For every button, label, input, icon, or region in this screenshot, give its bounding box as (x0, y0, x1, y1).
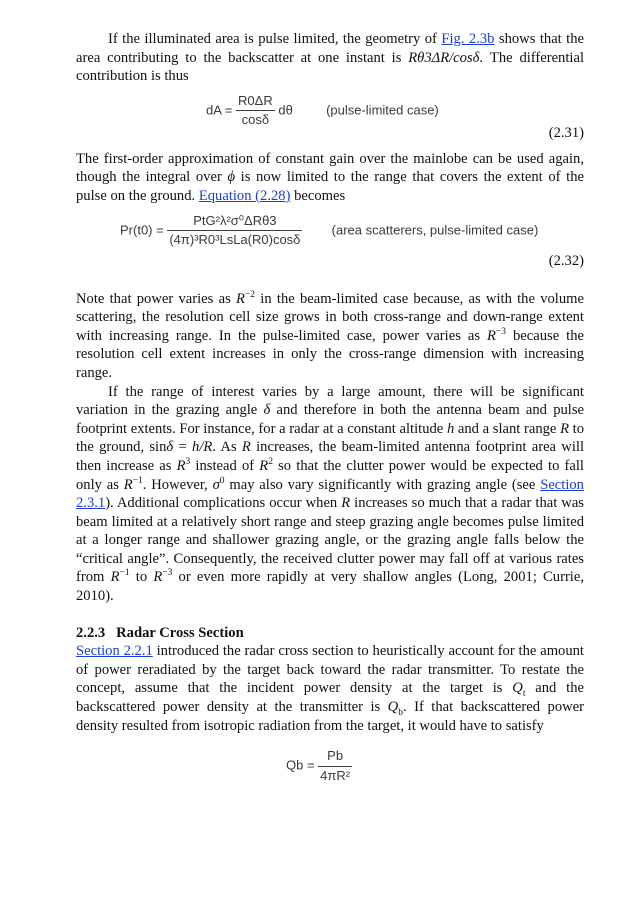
equation-note: (area scatterers, pulse-limited case) (331, 222, 539, 238)
fraction-denominator: cosδ (241, 112, 270, 128)
superscript: 0 (219, 475, 225, 486)
text: to the ground, sin (76, 420, 584, 456)
text: may also vary significantly with grazing angle (see (224, 476, 541, 493)
paragraph-power-varies (76, 290, 584, 383)
math-symbol: δ (166, 439, 174, 456)
fraction-denominator: (4π)³R0³LsLa(R0)cosδ (169, 232, 301, 248)
math-symbol: R (560, 420, 569, 437)
text: or even more rapidly at very shallow angles (Long, 2001; Currie, 2010). (76, 569, 584, 605)
math-symbol: R (153, 569, 163, 586)
superscript: −1 (132, 475, 143, 486)
equation-lhs: Qb = (286, 757, 315, 773)
text: becomes (290, 187, 346, 204)
equation-number: (2.32) (548, 252, 584, 269)
text: to (129, 569, 154, 586)
fraction-numerator: PtG²λ²σ⁰ΔRθ3 (167, 212, 302, 232)
math-symbol: R (110, 569, 120, 586)
text: and therefore in both the antenna beam and pulse footprint extents. For instance, for a radar at a constant altitude (76, 402, 584, 437)
text: . The differential contribution is thus (76, 49, 584, 85)
math-symbol: R (241, 439, 251, 456)
text: so that the clutter power would be expected to fall only as (76, 457, 584, 493)
text: instead of (190, 457, 260, 474)
link-section-2-3-1[interactable]: Section 2.3.1 (76, 476, 584, 512)
math-symbol: σ (212, 476, 220, 493)
equation-2-32 (76, 206, 584, 284)
superscript: −3 (495, 326, 507, 337)
text: in the beam-limited case because, as with the volume scattering, the resolution cell size grows in both cross-range and down-range extent with increasing range. In the pulse-limited case, power varies as (76, 290, 584, 344)
subscript: b (398, 707, 403, 718)
text: because the resolution cell extent increases in only the cross-range dimension with increasing range. (76, 327, 585, 381)
equation-fraction (167, 212, 302, 250)
math-symbol: h (446, 420, 455, 437)
text: The first-order approximation of constant gain over the mainlobe can be used again, though the integral over (76, 150, 584, 186)
superscript: 3 (185, 457, 191, 468)
superscript: −3 (162, 568, 173, 579)
text: . If that backscattered power density resulted from isotropic radiation from the target, it would have to satisfy (76, 699, 584, 734)
math-symbol: h/R (192, 439, 213, 456)
paragraph-pulse-limited (76, 30, 584, 86)
equation-lhs: dA = (206, 102, 233, 118)
equation-qb (76, 735, 584, 795)
math-symbol: R (341, 495, 351, 512)
math-symbol: δ (263, 402, 271, 419)
fraction-numerator: Pb (318, 747, 352, 767)
paragraph-radar-cross-section (76, 642, 584, 735)
subscript: t (522, 689, 526, 700)
math-symbol: Q (512, 680, 523, 697)
math-area-expression: Rθ3ΔR/cosδ (408, 49, 480, 66)
math-symbol: R (123, 476, 133, 493)
fraction-denominator: 4πR² (320, 767, 351, 783)
math-symbol: Q (387, 699, 399, 716)
math-symbol: R (259, 457, 269, 474)
text: increases so much that a radar that was beam limited at a relatively short range and steep grazing angle becomes pulse limited at a longer range and shallower grazing angle, or the grazing angle falls below the “critical angle”. Consequently, the received clutter power may fall off at various rates from (76, 495, 584, 586)
equation-2-31 (76, 86, 584, 144)
equation-number: (2.31) (548, 124, 584, 141)
superscript: −1 (119, 568, 130, 579)
paragraph-range-of-interest (76, 383, 584, 606)
text: If the illuminated area is pulse limited, the geometry of (108, 31, 442, 47)
equation-fraction (236, 92, 275, 130)
paragraph-first-order (76, 150, 584, 206)
text: introduced the radar cross section to heuristically account for the amount of power reradiated by the target back toward the radar transmitter. To restate the concept, assume that the incident power density at the target is (76, 643, 584, 697)
text: = (173, 439, 193, 456)
text: increases, the beam-limited antenna footprint area will then increase as (76, 439, 585, 474)
superscript: 2 (268, 457, 273, 468)
link-fig-2-3b[interactable]: Fig. 2.3b (441, 31, 495, 47)
document-page (76, 30, 584, 795)
text: shows that the area contributing to the backscatter at one instant is (76, 31, 584, 66)
text: Note that power varies as (76, 290, 237, 307)
text: and the backscattered power density at the transmitter is (76, 680, 584, 716)
math-symbol: R (176, 457, 186, 474)
superscript: −2 (244, 289, 256, 300)
equation-tail: dθ (278, 102, 293, 118)
equation-lhs: Pr(t0) = (120, 222, 164, 238)
fraction-numerator: R0ΔR (236, 92, 275, 112)
text: If the range of interest varies by a large amount, there will be significant variation in the grazing angle (76, 383, 584, 419)
link-section-2-2-1[interactable]: Section 2.2.1 (76, 643, 153, 660)
text: . However, (142, 476, 213, 493)
section-heading: 2.2.3 Radar Cross Section (76, 624, 244, 641)
link-equation-2-28[interactable]: Equation (2.28) (198, 187, 291, 204)
text: and a slant range (454, 420, 561, 437)
equation-note: (pulse-limited case) (326, 102, 439, 118)
equation-fraction (318, 747, 352, 785)
text: ). Additional complications occur when (105, 495, 342, 512)
text: is now limited to the range that covers the extent of the pulse on the ground. (76, 169, 584, 204)
math-symbol: ϕ (227, 169, 236, 186)
math-symbol: R (487, 327, 496, 344)
math-symbol: R (236, 290, 245, 307)
text: . As (212, 439, 242, 456)
